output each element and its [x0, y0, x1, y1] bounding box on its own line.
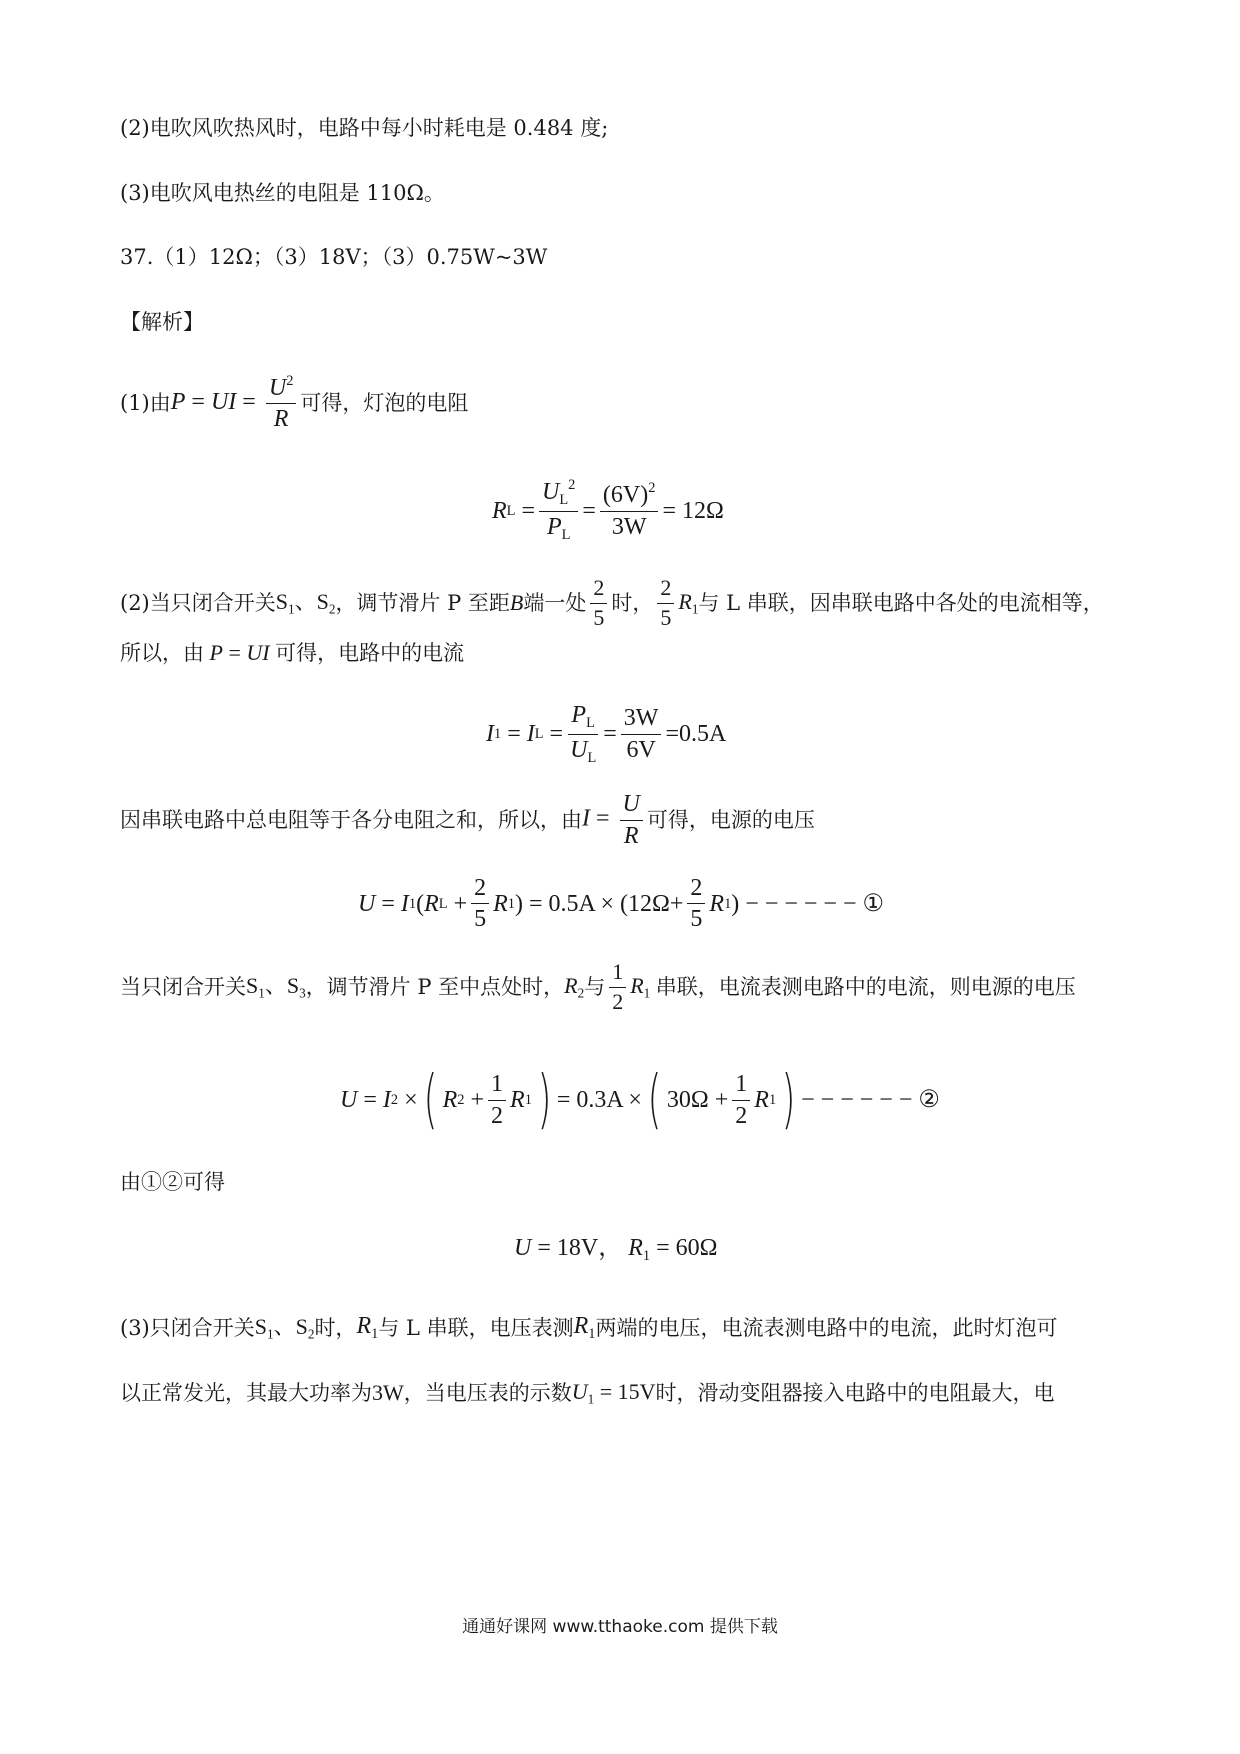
analysis-part-2-line2: 所以，由 P = UI 可得，电路中的电流: [120, 640, 465, 665]
page-footer: 通通好课网 www.tthaoke.com 提供下载: [462, 1617, 778, 1637]
text-fragment: 时，: [611, 590, 654, 615]
answer-line-2: (2)电吹风吹热风时，电路中每小时耗电是 0.484 度;: [120, 116, 609, 140]
text-fragment: 可得，灯泡的电阻: [300, 390, 469, 415]
text-fragment: 串联，电流表测电路中的电流，则电源的电压: [655, 974, 1076, 999]
text-fragment: ，调节滑片 P 至中点处时，: [305, 974, 565, 999]
text-fragment: 当只闭合开关: [120, 974, 246, 999]
answer-line-3: (3)电吹风电热丝的电阻是 110Ω。: [120, 181, 445, 205]
analysis-series-resistance: 因串联电路中总电阻等于各分电阻之和，所以，由 I = $\frac{U}{R}$ 可得，电源的电压: [120, 791, 815, 849]
text-fragment: 可得，电路中的电流: [275, 640, 465, 665]
derivation-intro: 由①②可得: [120, 1170, 225, 1194]
equation-2: U = I 2 × ( R 2 + $\frac{1}{2}$ R 1 ) = 0.3A × ( 30Ω + $\frac{1}{2}$ R 1 ) − − − − − − ②: [340, 1063, 940, 1137]
text-fragment: ，当电压表的示数: [403, 1380, 572, 1405]
question-37-answer: 37.（1）12Ω；（3）18V；（3）0.75W~3W: [120, 245, 548, 269]
text-fragment: 两端的电压，电流表测电路中的电流，此时灯泡可: [595, 1315, 1058, 1340]
text-fragment: 以正常发光，其最大功率为: [120, 1380, 372, 1405]
analysis-part-3-line2: 以正常发光，其最大功率为 3W ，当电压表的示数 $U_1 = 15V$ 时，滑动变阻器接入电路中的电阻最大，电: [120, 1378, 1055, 1407]
text-fragment: 端一处: [523, 590, 587, 615]
text-fragment: 所以，由: [120, 640, 204, 665]
text-fragment: (2)当只闭合开关: [120, 590, 276, 615]
text-fragment: 时，滑动变阻器接入电路中的电阻最大，电: [655, 1380, 1055, 1405]
equation-current: I 1 = I L = $\frac{P_L}{U_L}$ = $\frac{3W}{6V}$ =0.5A: [486, 702, 727, 766]
equation-lamp-resistance: R L = $\frac{U_L^2}{P_L}$ = $\frac{(6V)^2}{3W}$ = 12Ω: [492, 477, 724, 543]
text-fragment: 与 L 串联，电压表测: [378, 1315, 574, 1340]
result-equation: U = 18V， $R_1 = 60\Omega$: [514, 1235, 718, 1265]
text-fragment: ，调节滑片 P 至距: [335, 590, 510, 615]
text-fragment: 因串联电路中总电阻等于各分电阻之和，所以，由: [120, 807, 582, 832]
analysis-part-1-intro: [120, 372, 469, 433]
analysis-part-2-intro: (2)当只闭合开关 $S_1$、$S_2$ ，调节滑片 P 至距 B 端一处 $\frac{2}{5}$ 时， $\frac{2}{5}$ $R_1$ 与 L 串联，因串联电路中各处的电流相等，: [120, 575, 1104, 630]
analysis-heading: 【解析】: [120, 310, 204, 334]
text-fragment: (3)只闭合开关: [120, 1315, 255, 1340]
text-fragment: (1)由: [120, 390, 171, 415]
equation-1: U = I 1 ( R L + $\frac{2}{5}$ R 1 ) = 0.5A × (12Ω+ $\frac{2}{5}$ R 1 ) − − − − − − ①: [358, 875, 885, 933]
text-fragment: 时，: [314, 1315, 357, 1340]
text-fragment: 与 L 串联，因串联电路中各处的电流相等，: [698, 590, 1104, 615]
power-formula: P = UI = $\frac{U^2}{R}$: [171, 374, 301, 433]
text-fragment: 可得，电源的电压: [646, 807, 815, 832]
analysis-switch-s1-s3: 当只闭合开关 $S_1$、$S_3$ ，调节滑片 P 至中点处时， $R_2$ 与 $\frac{1}{2}$ $R_1$ 串联，电流表测电路中的电流，则电源的电压: [120, 959, 1076, 1014]
analysis-part-3-line1: (3)只闭合开关 $S_1$、$S_2$ 时， $R_1$ 与 L 串联，电压表测 $R_1$ 两端的电压，电流表测电路中的电流，此时灯泡可: [120, 1313, 1058, 1343]
